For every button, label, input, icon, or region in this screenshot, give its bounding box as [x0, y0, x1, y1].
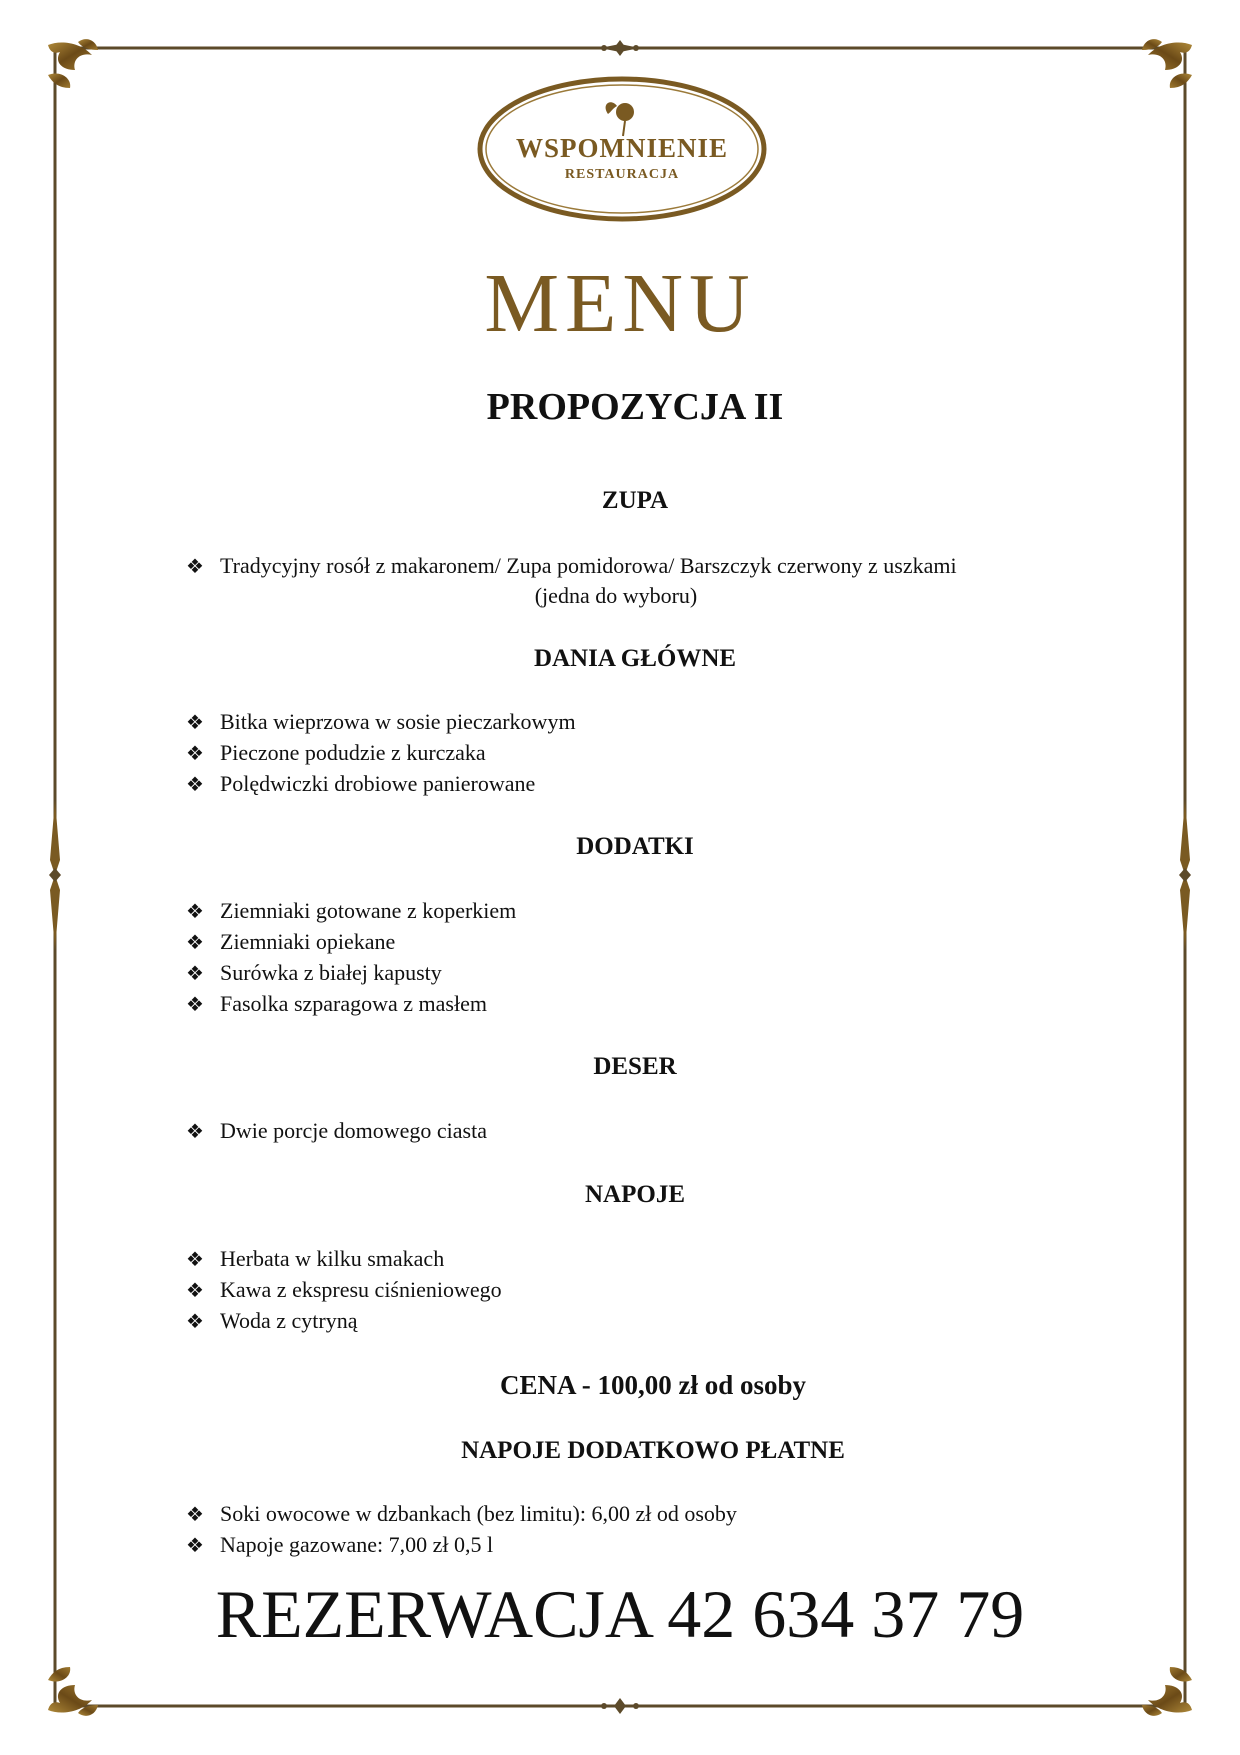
list-item: ❖ Soki owocowe w dzbankach (bez limitu): 6,00 zł od osoby: [186, 1501, 737, 1526]
side-ornament-icon: [1179, 800, 1191, 950]
bullet-icon: ❖: [186, 1121, 204, 1143]
bullet-icon: ❖: [186, 743, 204, 765]
section-heading-dodatki: DODATKI: [576, 833, 694, 860]
list-item: ❖ Surówka z białej kapusty: [186, 960, 442, 985]
menu-variant-title: PROPOZYCJA II: [486, 386, 784, 428]
bullet-icon: ❖: [186, 1249, 204, 1271]
page-title: MENU: [484, 257, 756, 350]
side-ornament-icon: [49, 800, 61, 950]
section-heading-dania: DANIA GŁÓWNE: [533, 645, 737, 672]
price-line: CENA - 100,00 zł od osoby: [499, 1370, 807, 1400]
list-item: ❖ Ziemniaki opiekane: [186, 929, 396, 954]
list-item: ❖ Ziemniaki gotowane z koperkiem: [186, 898, 517, 923]
rose-icon: [606, 102, 634, 136]
section-heading-zupa: ZUPA: [601, 487, 669, 514]
list-item: ❖ Bitka wieprzowa w sosie pieczarkowym: [186, 709, 576, 734]
bullet-icon: ❖: [186, 1311, 204, 1333]
bullet-icon: ❖: [186, 901, 204, 923]
list-item: ❖ Napoje gazowane: 7,00 zł 0,5 l: [186, 1532, 494, 1557]
section-heading-napoje: NAPOJE: [585, 1181, 685, 1208]
section-heading-napoje-platne: NAPOJE DODATKOWO PŁATNE: [461, 1437, 845, 1464]
bullet-icon: ❖: [186, 774, 204, 796]
logo-name: WSPOMNIENIE: [515, 133, 729, 163]
logo-subtitle: RESTAURACJA: [564, 167, 680, 182]
bullet-icon: ❖: [186, 932, 204, 954]
bullet-icon: ❖: [186, 712, 204, 734]
bullet-icon: ❖: [186, 994, 204, 1016]
list-item: ❖ Dwie porcje domowego ciasta: [186, 1118, 487, 1143]
reservation-phone: REZERWACJA 42 634 37 79: [215, 1576, 1025, 1652]
list-item: ❖ Tradycyjny rosół z makaronem/ Zupa pomidorowa/ Barszczyk czerwony z uszkami: [186, 553, 957, 578]
choice-note: (jedna do wyboru): [534, 583, 698, 608]
section-heading-deser: DESER: [593, 1053, 677, 1080]
bullet-icon: ❖: [186, 556, 204, 578]
divider-ornament-icon: [601, 1698, 639, 1714]
bullet-icon: ❖: [186, 963, 204, 985]
divider-ornament-icon: [600, 40, 640, 56]
list-item: ❖ Fasolka szparagowa z masłem: [186, 991, 487, 1016]
bullet-icon: ❖: [186, 1280, 204, 1302]
list-item: ❖ Herbata w kilku smakach: [186, 1246, 445, 1271]
bullet-icon: ❖: [186, 1504, 204, 1526]
bullet-icon: ❖: [186, 1535, 204, 1557]
list-item: ❖ Woda z cytryną: [186, 1308, 358, 1333]
list-item: ❖ Kawa z ekspresu ciśnieniowego: [186, 1277, 502, 1302]
list-item: ❖ Pieczone podudzie z kurczaka: [186, 740, 486, 765]
list-item: ❖ Polędwiczki drobiowe panierowane: [186, 771, 536, 796]
